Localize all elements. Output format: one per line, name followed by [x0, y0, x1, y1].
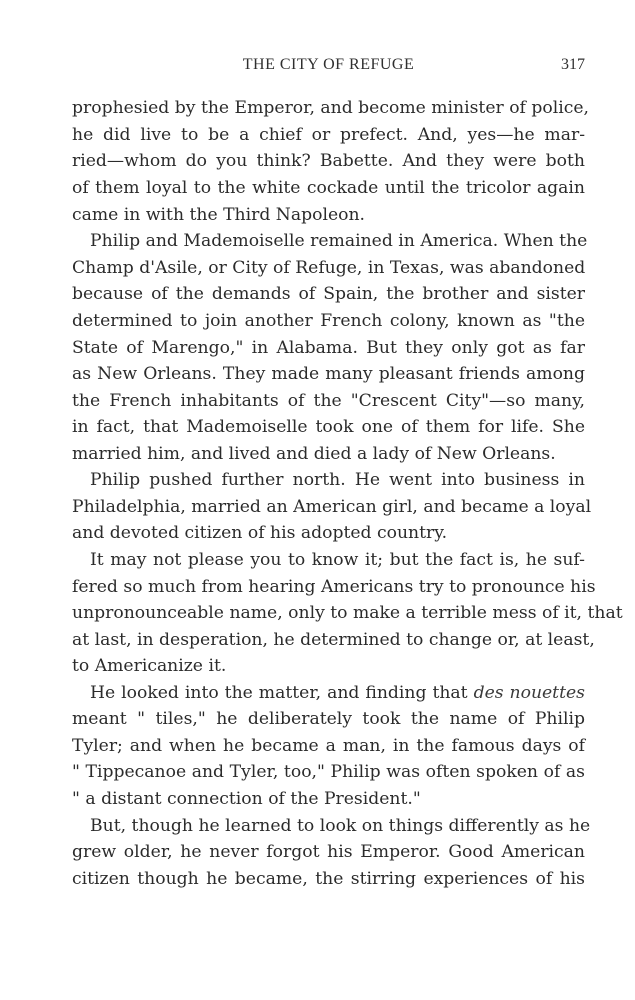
text-line: " a distant connection of the President."	[72, 789, 421, 809]
text-line: Champ d'Asile, or City of Refuge, in Texas, was abandoned	[72, 258, 586, 278]
text-line: Tyler; and when he became a man, in the famous days of	[72, 736, 585, 756]
text-line: to Americanize it.	[72, 656, 227, 676]
text-run: He looked into the matter, and finding that	[90, 683, 474, 703]
text-line: the French inhabitants of the "Crescent City"—so many,	[72, 391, 585, 411]
text-line: at last, in desperation, he determined to change or, at least,	[72, 630, 595, 650]
text-line: " Tippecanoe and Tyler, too," Philip was often spoken of as	[72, 762, 585, 782]
text-line: as New Orleans. They made many pleasant friends among	[72, 364, 585, 384]
text-line: Philip and Mademoiselle remained in America. When the	[90, 231, 588, 251]
text-line: prophesied by the Emperor, and become minister of police,	[72, 98, 589, 118]
text-line	[72, 681, 585, 705]
text-line: ried—whom do you think? Babette. And they were both	[72, 151, 585, 171]
text-line: But, though he learned to look on things differently as he	[90, 816, 591, 836]
text-line: State of Marengo," in Alabama. But they only got as far	[72, 338, 585, 358]
running-head	[72, 56, 585, 78]
page-number: 317	[561, 56, 585, 73]
text-line: grew older, he never forgot his Emperor. Good American	[72, 842, 585, 862]
text-line: married him, and lived and died a lady of New Orleans.	[72, 444, 556, 464]
running-title: THE CITY OF REFUGE	[242, 56, 415, 73]
text-line: and devoted citizen of his adopted country.	[72, 523, 448, 543]
text-line: of them loyal to the white cockade until the tricolor again	[72, 178, 585, 198]
text-line: because of the demands of Spain, the brother and sister	[72, 284, 585, 304]
text-line: Philadelphia, married an American girl, and became a loyal	[72, 497, 592, 517]
text-line: in fact, that Mademoiselle took one of them for life. She	[72, 417, 585, 437]
italic-phrase: des nouettes	[473, 683, 585, 703]
text-line: fered so much from hearing Americans try to pronounce his	[72, 577, 596, 597]
text-line: came in with the Third Napoleon.	[72, 205, 365, 225]
text-line: citizen though he became, the stirring experiences of his	[72, 869, 585, 889]
text-line: It may not please you to know it; but the fact is, he suf-	[90, 550, 585, 570]
text-line: determined to join another French colony, known as "the	[72, 311, 585, 331]
text-line: meant " tiles," he deliberately took the name of Philip	[72, 709, 585, 729]
text-line: he did live to be a chief or prefect. And, yes—he mar-	[72, 125, 585, 145]
text-line: Philip pushed further north. He went into business in	[90, 470, 585, 490]
text-line: unpronounceable name, only to make a terrible mess of it, that	[72, 603, 623, 623]
